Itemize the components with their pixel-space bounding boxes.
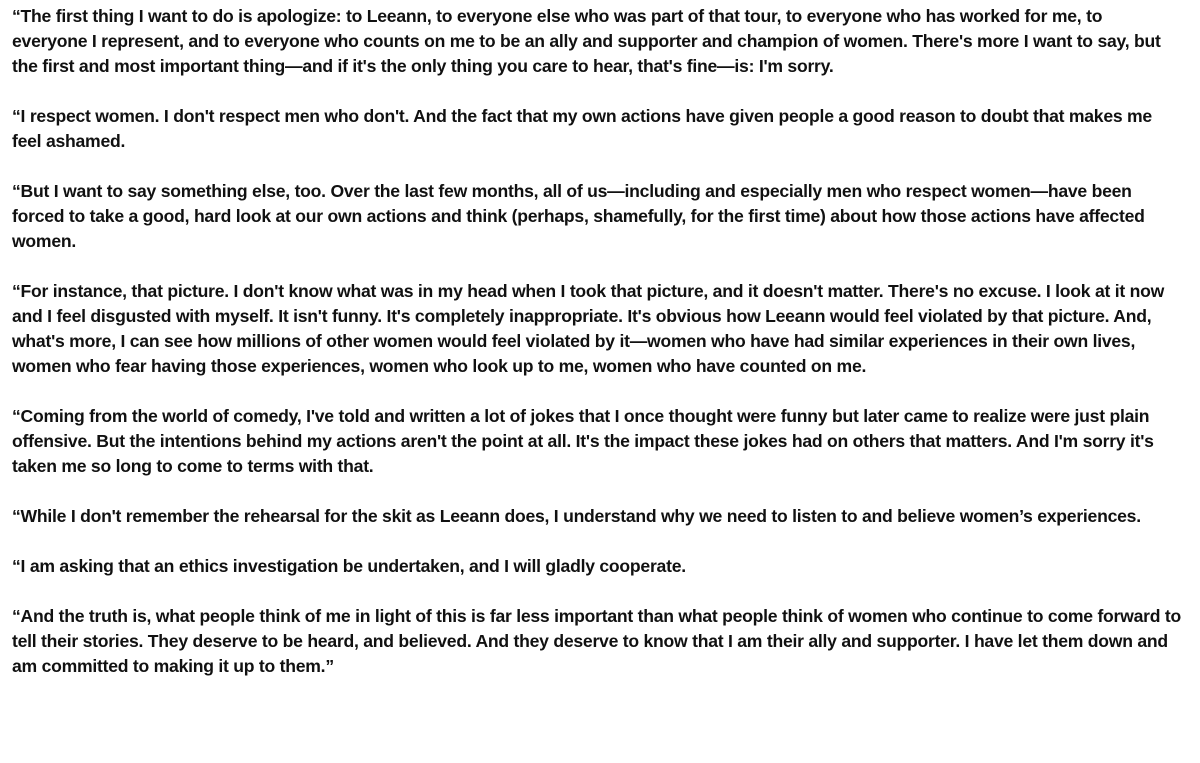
paragraph-rehearsal: “While I don't remember the rehearsal for the skit as Leeann does, I understand why we need to listen to and believe women’s experiences.	[12, 506, 1141, 526]
paragraph-apology: “The first thing I want to do is apologize: to Leeann, to everyone else who was part of that tour, to everyone who has worked for me, to everyone I represent, and to everyone who counts on me to be an ally and supporter and champion of women. There's more I want to say, but the first and most important thing—and if it's the only thing you care to hear, that's fine—is: I'm sorry.	[12, 6, 1161, 76]
paragraph-comedy: “Coming from the world of comedy, I've told and written a lot of jokes that I once thought were funny but later came to realize were just plain offensive. But the intentions behind my actions aren't the point at all. It's the impact these jokes had on others that matters. And I'm sorry it's taken me so long to come to terms with that.	[12, 406, 1154, 476]
paragraph-picture: “For instance, that picture. I don't know what was in my head when I took that picture, and it doesn't matter. There's no excuse. I look at it now and I feel disgusted with myself. It isn't funny. It's completely inappropriate. It's obvious how Leeann would feel violated by that picture. And, what's more, I can see how millions of other women would feel violated by it—women who have had similar experiences in their own lives, women who fear having those experiences, women who look up to me, women who have counted on me.	[12, 281, 1165, 376]
paragraph-ethics-investigation: “I am asking that an ethics investigation be undertaken, and I will gladly cooperate.	[12, 556, 686, 576]
paragraph-truth: “And the truth is, what people think of me in light of this is far less important than what people think of women who continue to come forward to tell their stories. They deserve to be heard, and believed. And they deserve to know that I am their ally and supporter. I have let them down and am committed to making it up to them.”	[12, 606, 1181, 676]
paragraph-respect-women: “I respect women. I don't respect men who don't. And the fact that my own actions have given people a good reason to doubt that makes me feel ashamed.	[12, 106, 1152, 151]
paragraph-something-else: “But I want to say something else, too. Over the last few months, all of us—including and especially men who respect women—have been forced to take a good, hard look at our own actions and think (perhaps, shamefully, for the first time) about how those actions have affected women.	[12, 181, 1145, 251]
